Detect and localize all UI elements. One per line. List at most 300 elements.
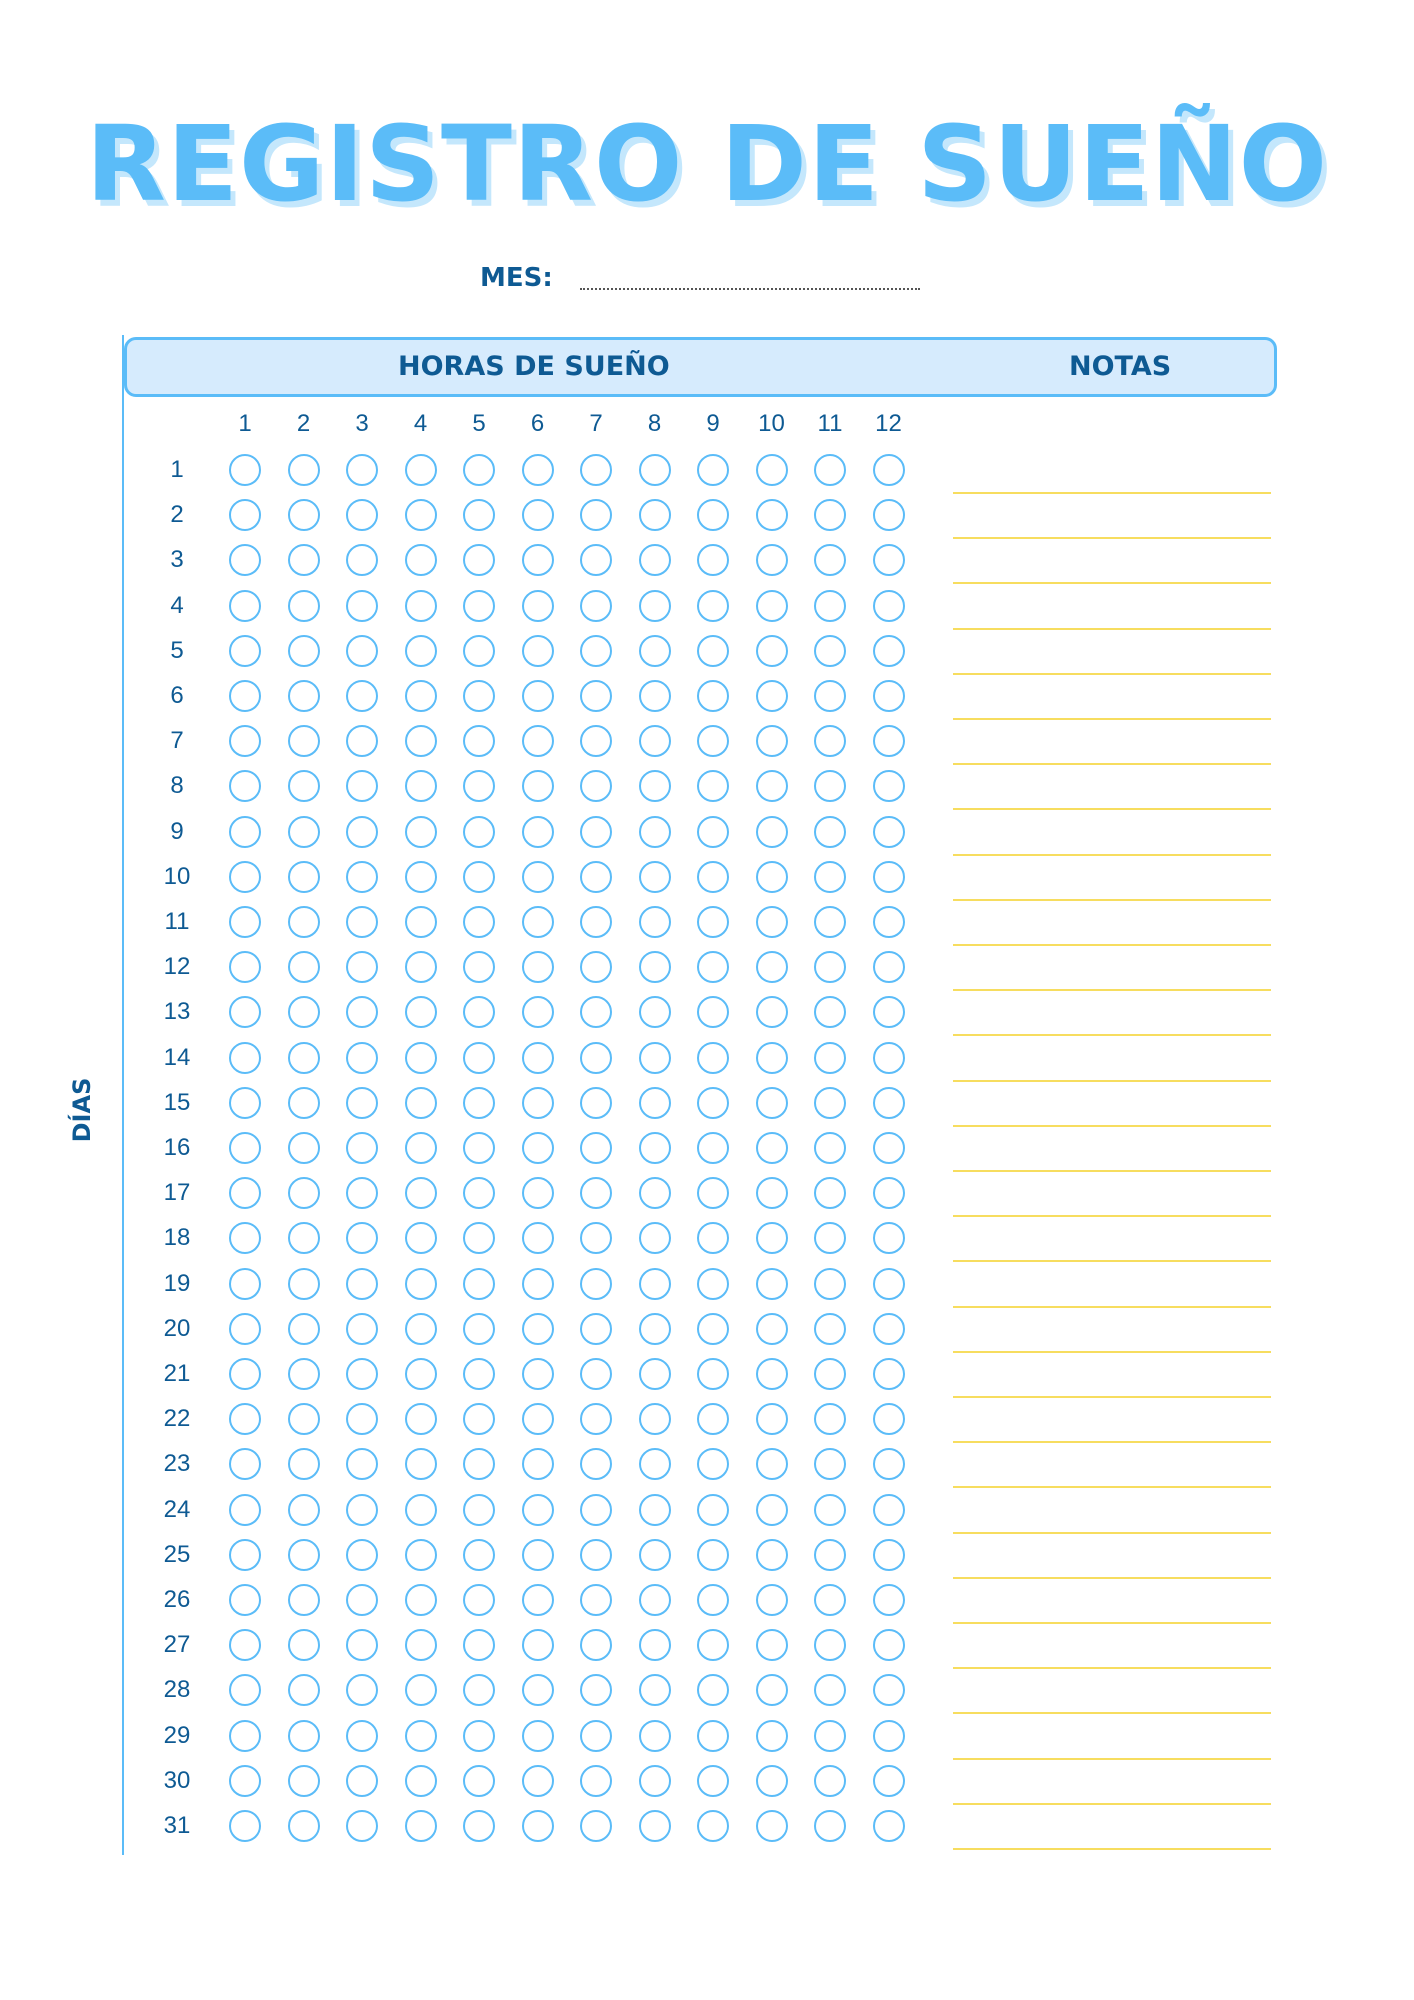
hour-circle[interactable] [639,590,671,622]
note-line[interactable] [953,1441,1271,1443]
hour-circle[interactable] [288,906,320,938]
hour-circle[interactable] [814,1539,846,1571]
hour-circle[interactable] [463,680,495,712]
hour-circle[interactable] [814,1674,846,1706]
hour-circle[interactable] [405,816,437,848]
hour-circle[interactable] [463,499,495,531]
hour-circle[interactable] [873,816,905,848]
hour-circle[interactable] [756,1720,788,1752]
hour-circle[interactable] [756,1448,788,1480]
hour-circle[interactable] [639,1177,671,1209]
hour-circle[interactable] [639,1268,671,1300]
hour-circle[interactable] [346,1042,378,1074]
note-line[interactable] [953,628,1271,630]
hour-circle[interactable] [463,1765,495,1797]
hour-circle[interactable] [463,1222,495,1254]
hour-circle[interactable] [346,1674,378,1706]
hour-circle[interactable] [814,770,846,802]
hour-circle[interactable] [873,1358,905,1390]
hour-circle[interactable] [873,680,905,712]
hour-circle[interactable] [288,1132,320,1164]
hour-circle[interactable] [697,1765,729,1797]
hour-circle[interactable] [229,1087,261,1119]
hour-circle[interactable] [346,1539,378,1571]
hour-circle[interactable] [522,499,554,531]
hour-circle[interactable] [580,454,612,486]
hour-circle[interactable] [346,1087,378,1119]
hour-circle[interactable] [463,1494,495,1526]
hour-circle[interactable] [405,1177,437,1209]
hour-circle[interactable] [229,1448,261,1480]
hour-circle[interactable] [756,1765,788,1797]
hour-circle[interactable] [873,1629,905,1661]
hour-circle[interactable] [405,499,437,531]
hour-circle[interactable] [697,1674,729,1706]
hour-circle[interactable] [639,1448,671,1480]
note-line[interactable] [953,582,1271,584]
hour-circle[interactable] [697,499,729,531]
hour-circle[interactable] [639,1494,671,1526]
hour-circle[interactable] [639,680,671,712]
hour-circle[interactable] [697,1268,729,1300]
hour-circle[interactable] [522,1313,554,1345]
hour-circle[interactable] [814,1087,846,1119]
hour-circle[interactable] [639,1042,671,1074]
hour-circle[interactable] [522,1494,554,1526]
note-line[interactable] [953,1260,1271,1262]
hour-circle[interactable] [288,1810,320,1842]
hour-circle[interactable] [405,635,437,667]
hour-circle[interactable] [697,770,729,802]
hour-circle[interactable] [229,1042,261,1074]
hour-circle[interactable] [405,680,437,712]
hour-circle[interactable] [288,454,320,486]
hour-circle[interactable] [814,1720,846,1752]
hour-circle[interactable] [288,1313,320,1345]
hour-circle[interactable] [639,861,671,893]
hour-circle[interactable] [288,1494,320,1526]
hour-circle[interactable] [288,1674,320,1706]
note-line[interactable] [953,537,1271,539]
hour-circle[interactable] [346,996,378,1028]
note-line[interactable] [953,1396,1271,1398]
note-line[interactable] [953,673,1271,675]
hour-circle[interactable] [463,635,495,667]
hour-circle[interactable] [405,951,437,983]
hour-circle[interactable] [229,1674,261,1706]
hour-circle[interactable] [463,951,495,983]
hour-circle[interactable] [288,590,320,622]
hour-circle[interactable] [639,1629,671,1661]
hour-circle[interactable] [697,1358,729,1390]
hour-circle[interactable] [288,725,320,757]
hour-circle[interactable] [756,816,788,848]
hour-circle[interactable] [580,725,612,757]
hour-circle[interactable] [522,544,554,576]
hour-circle[interactable] [639,1222,671,1254]
hour-circle[interactable] [346,1222,378,1254]
hour-circle[interactable] [756,1403,788,1435]
hour-circle[interactable] [639,1810,671,1842]
hour-circle[interactable] [814,454,846,486]
hour-circle[interactable] [639,816,671,848]
hour-circle[interactable] [522,816,554,848]
hour-circle[interactable] [346,590,378,622]
hour-circle[interactable] [697,1042,729,1074]
note-line[interactable] [953,1351,1271,1353]
hour-circle[interactable] [756,454,788,486]
hour-circle[interactable] [756,1042,788,1074]
note-line[interactable] [953,1125,1271,1127]
hour-circle[interactable] [580,1177,612,1209]
hour-circle[interactable] [522,1539,554,1571]
hour-circle[interactable] [463,454,495,486]
hour-circle[interactable] [288,1358,320,1390]
hour-circle[interactable] [463,1584,495,1616]
hour-circle[interactable] [580,1720,612,1752]
hour-circle[interactable] [873,544,905,576]
hour-circle[interactable] [346,1584,378,1616]
hour-circle[interactable] [346,1765,378,1797]
hour-circle[interactable] [522,906,554,938]
note-line[interactable] [953,1803,1271,1805]
hour-circle[interactable] [346,454,378,486]
hour-circle[interactable] [814,1765,846,1797]
hour-circle[interactable] [873,1539,905,1571]
hour-circle[interactable] [697,1132,729,1164]
hour-circle[interactable] [814,861,846,893]
hour-circle[interactable] [697,1087,729,1119]
hour-circle[interactable] [288,635,320,667]
hour-circle[interactable] [522,1403,554,1435]
hour-circle[interactable] [229,1494,261,1526]
hour-circle[interactable] [463,1810,495,1842]
hour-circle[interactable] [580,1674,612,1706]
hour-circle[interactable] [288,1222,320,1254]
hour-circle[interactable] [346,1720,378,1752]
hour-circle[interactable] [814,725,846,757]
hour-circle[interactable] [697,635,729,667]
hour-circle[interactable] [346,1358,378,1390]
hour-circle[interactable] [522,1268,554,1300]
hour-circle[interactable] [756,1087,788,1119]
hour-circle[interactable] [580,499,612,531]
hour-circle[interactable] [405,1132,437,1164]
hour-circle[interactable] [580,951,612,983]
note-line[interactable] [953,1306,1271,1308]
hour-circle[interactable] [346,770,378,802]
hour-circle[interactable] [873,499,905,531]
hour-circle[interactable] [697,1403,729,1435]
hour-circle[interactable] [288,680,320,712]
hour-circle[interactable] [639,996,671,1028]
hour-circle[interactable] [463,1042,495,1074]
hour-circle[interactable] [697,590,729,622]
hour-circle[interactable] [405,1313,437,1345]
hour-circle[interactable] [522,996,554,1028]
hour-circle[interactable] [405,1810,437,1842]
note-line[interactable] [953,1577,1271,1579]
hour-circle[interactable] [580,1268,612,1300]
hour-circle[interactable] [405,1720,437,1752]
hour-circle[interactable] [697,1629,729,1661]
hour-circle[interactable] [697,1810,729,1842]
hour-circle[interactable] [463,544,495,576]
hour-circle[interactable] [697,725,729,757]
hour-circle[interactable] [756,725,788,757]
hour-circle[interactable] [522,1629,554,1661]
hour-circle[interactable] [346,1403,378,1435]
note-line[interactable] [953,1848,1271,1850]
hour-circle[interactable] [229,635,261,667]
hour-circle[interactable] [522,861,554,893]
hour-circle[interactable] [463,906,495,938]
hour-circle[interactable] [756,1358,788,1390]
hour-circle[interactable] [522,1132,554,1164]
hour-circle[interactable] [639,1358,671,1390]
note-line[interactable] [953,1486,1271,1488]
hour-circle[interactable] [522,1087,554,1119]
hour-circle[interactable] [639,1132,671,1164]
hour-circle[interactable] [697,1313,729,1345]
hour-circle[interactable] [288,1448,320,1480]
hour-circle[interactable] [756,1674,788,1706]
hour-circle[interactable] [639,1674,671,1706]
hour-circle[interactable] [697,680,729,712]
note-line[interactable] [953,989,1271,991]
hour-circle[interactable] [873,1403,905,1435]
hour-circle[interactable] [697,1584,729,1616]
hour-circle[interactable] [346,861,378,893]
hour-circle[interactable] [405,770,437,802]
note-line[interactable] [953,1170,1271,1172]
note-line[interactable] [953,1622,1271,1624]
hour-circle[interactable] [346,1810,378,1842]
hour-circle[interactable] [814,1042,846,1074]
note-line[interactable] [953,1034,1271,1036]
hour-circle[interactable] [229,861,261,893]
hour-circle[interactable] [463,1177,495,1209]
hour-circle[interactable] [405,1584,437,1616]
hour-circle[interactable] [814,1403,846,1435]
hour-circle[interactable] [697,996,729,1028]
hour-circle[interactable] [639,1539,671,1571]
note-line[interactable] [953,1758,1271,1760]
hour-circle[interactable] [405,1765,437,1797]
hour-circle[interactable] [288,1268,320,1300]
hour-circle[interactable] [697,1177,729,1209]
hour-circle[interactable] [405,1268,437,1300]
hour-circle[interactable] [463,1539,495,1571]
hour-circle[interactable] [522,1448,554,1480]
hour-circle[interactable] [873,996,905,1028]
hour-circle[interactable] [346,951,378,983]
hour-circle[interactable] [288,499,320,531]
hour-circle[interactable] [346,1177,378,1209]
hour-circle[interactable] [405,1222,437,1254]
hour-circle[interactable] [639,1087,671,1119]
hour-circle[interactable] [697,861,729,893]
hour-circle[interactable] [288,1042,320,1074]
hour-circle[interactable] [873,635,905,667]
hour-circle[interactable] [756,861,788,893]
hour-circle[interactable] [229,1358,261,1390]
hour-circle[interactable] [522,1720,554,1752]
hour-circle[interactable] [580,1448,612,1480]
hour-circle[interactable] [580,590,612,622]
hour-circle[interactable] [873,861,905,893]
hour-circle[interactable] [814,1448,846,1480]
hour-circle[interactable] [814,590,846,622]
hour-circle[interactable] [873,1765,905,1797]
hour-circle[interactable] [639,951,671,983]
hour-circle[interactable] [346,906,378,938]
hour-circle[interactable] [639,454,671,486]
hour-circle[interactable] [229,996,261,1028]
hour-circle[interactable] [756,680,788,712]
note-line[interactable] [953,1080,1271,1082]
month-input-line[interactable] [580,288,920,290]
hour-circle[interactable] [873,1448,905,1480]
note-line[interactable] [953,718,1271,720]
hour-circle[interactable] [814,951,846,983]
hour-circle[interactable] [522,1042,554,1074]
hour-circle[interactable] [756,951,788,983]
hour-circle[interactable] [405,861,437,893]
hour-circle[interactable] [229,680,261,712]
hour-circle[interactable] [229,1720,261,1752]
hour-circle[interactable] [580,996,612,1028]
hour-circle[interactable] [873,1494,905,1526]
note-line[interactable] [953,899,1271,901]
hour-circle[interactable] [873,1087,905,1119]
hour-circle[interactable] [522,635,554,667]
hour-circle[interactable] [580,1810,612,1842]
hour-circle[interactable] [873,770,905,802]
hour-circle[interactable] [405,590,437,622]
hour-circle[interactable] [229,1268,261,1300]
hour-circle[interactable] [522,1584,554,1616]
hour-circle[interactable] [522,725,554,757]
hour-circle[interactable] [697,1222,729,1254]
note-line[interactable] [953,1667,1271,1669]
hour-circle[interactable] [580,544,612,576]
hour-circle[interactable] [229,1539,261,1571]
hour-circle[interactable] [756,544,788,576]
hour-circle[interactable] [814,1358,846,1390]
hour-circle[interactable] [756,1584,788,1616]
hour-circle[interactable] [697,1720,729,1752]
hour-circle[interactable] [522,1358,554,1390]
hour-circle[interactable] [405,1448,437,1480]
hour-circle[interactable] [580,1629,612,1661]
hour-circle[interactable] [580,680,612,712]
hour-circle[interactable] [756,1313,788,1345]
hour-circle[interactable] [288,1629,320,1661]
hour-circle[interactable] [873,1132,905,1164]
hour-circle[interactable] [873,725,905,757]
hour-circle[interactable] [580,816,612,848]
hour-circle[interactable] [697,454,729,486]
hour-circle[interactable] [697,1539,729,1571]
hour-circle[interactable] [697,906,729,938]
hour-circle[interactable] [873,951,905,983]
note-line[interactable] [953,854,1271,856]
hour-circle[interactable] [346,1629,378,1661]
hour-circle[interactable] [463,725,495,757]
hour-circle[interactable] [697,951,729,983]
hour-circle[interactable] [873,454,905,486]
hour-circle[interactable] [639,1720,671,1752]
hour-circle[interactable] [229,951,261,983]
hour-circle[interactable] [405,1403,437,1435]
hour-circle[interactable] [463,861,495,893]
hour-circle[interactable] [288,996,320,1028]
hour-circle[interactable] [522,1222,554,1254]
hour-circle[interactable] [346,1448,378,1480]
hour-circle[interactable] [288,770,320,802]
hour-circle[interactable] [463,996,495,1028]
hour-circle[interactable] [346,544,378,576]
hour-circle[interactable] [288,544,320,576]
hour-circle[interactable] [697,816,729,848]
hour-circle[interactable] [580,1222,612,1254]
hour-circle[interactable] [463,816,495,848]
hour-circle[interactable] [873,1268,905,1300]
hour-circle[interactable] [405,544,437,576]
hour-circle[interactable] [522,770,554,802]
hour-circle[interactable] [639,635,671,667]
hour-circle[interactable] [229,725,261,757]
hour-circle[interactable] [229,770,261,802]
hour-circle[interactable] [288,1177,320,1209]
hour-circle[interactable] [756,1494,788,1526]
hour-circle[interactable] [580,770,612,802]
note-line[interactable] [953,1532,1271,1534]
hour-circle[interactable] [405,1494,437,1526]
hour-circle[interactable] [346,1313,378,1345]
hour-circle[interactable] [873,1674,905,1706]
hour-circle[interactable] [756,1268,788,1300]
hour-circle[interactable] [229,590,261,622]
hour-circle[interactable] [756,1629,788,1661]
hour-circle[interactable] [288,1720,320,1752]
hour-circle[interactable] [405,1087,437,1119]
hour-circle[interactable] [463,1313,495,1345]
hour-circle[interactable] [522,1810,554,1842]
hour-circle[interactable] [697,1494,729,1526]
hour-circle[interactable] [639,1584,671,1616]
hour-circle[interactable] [580,1313,612,1345]
hour-circle[interactable] [814,1177,846,1209]
hour-circle[interactable] [229,1177,261,1209]
hour-circle[interactable] [463,1720,495,1752]
hour-circle[interactable] [873,906,905,938]
hour-circle[interactable] [346,680,378,712]
hour-circle[interactable] [873,590,905,622]
hour-circle[interactable] [814,680,846,712]
hour-circle[interactable] [463,1087,495,1119]
hour-circle[interactable] [229,454,261,486]
hour-circle[interactable] [756,1222,788,1254]
hour-circle[interactable] [405,1539,437,1571]
hour-circle[interactable] [814,996,846,1028]
hour-circle[interactable] [463,1674,495,1706]
hour-circle[interactable] [697,1448,729,1480]
hour-circle[interactable] [522,454,554,486]
hour-circle[interactable] [288,861,320,893]
hour-circle[interactable] [814,499,846,531]
